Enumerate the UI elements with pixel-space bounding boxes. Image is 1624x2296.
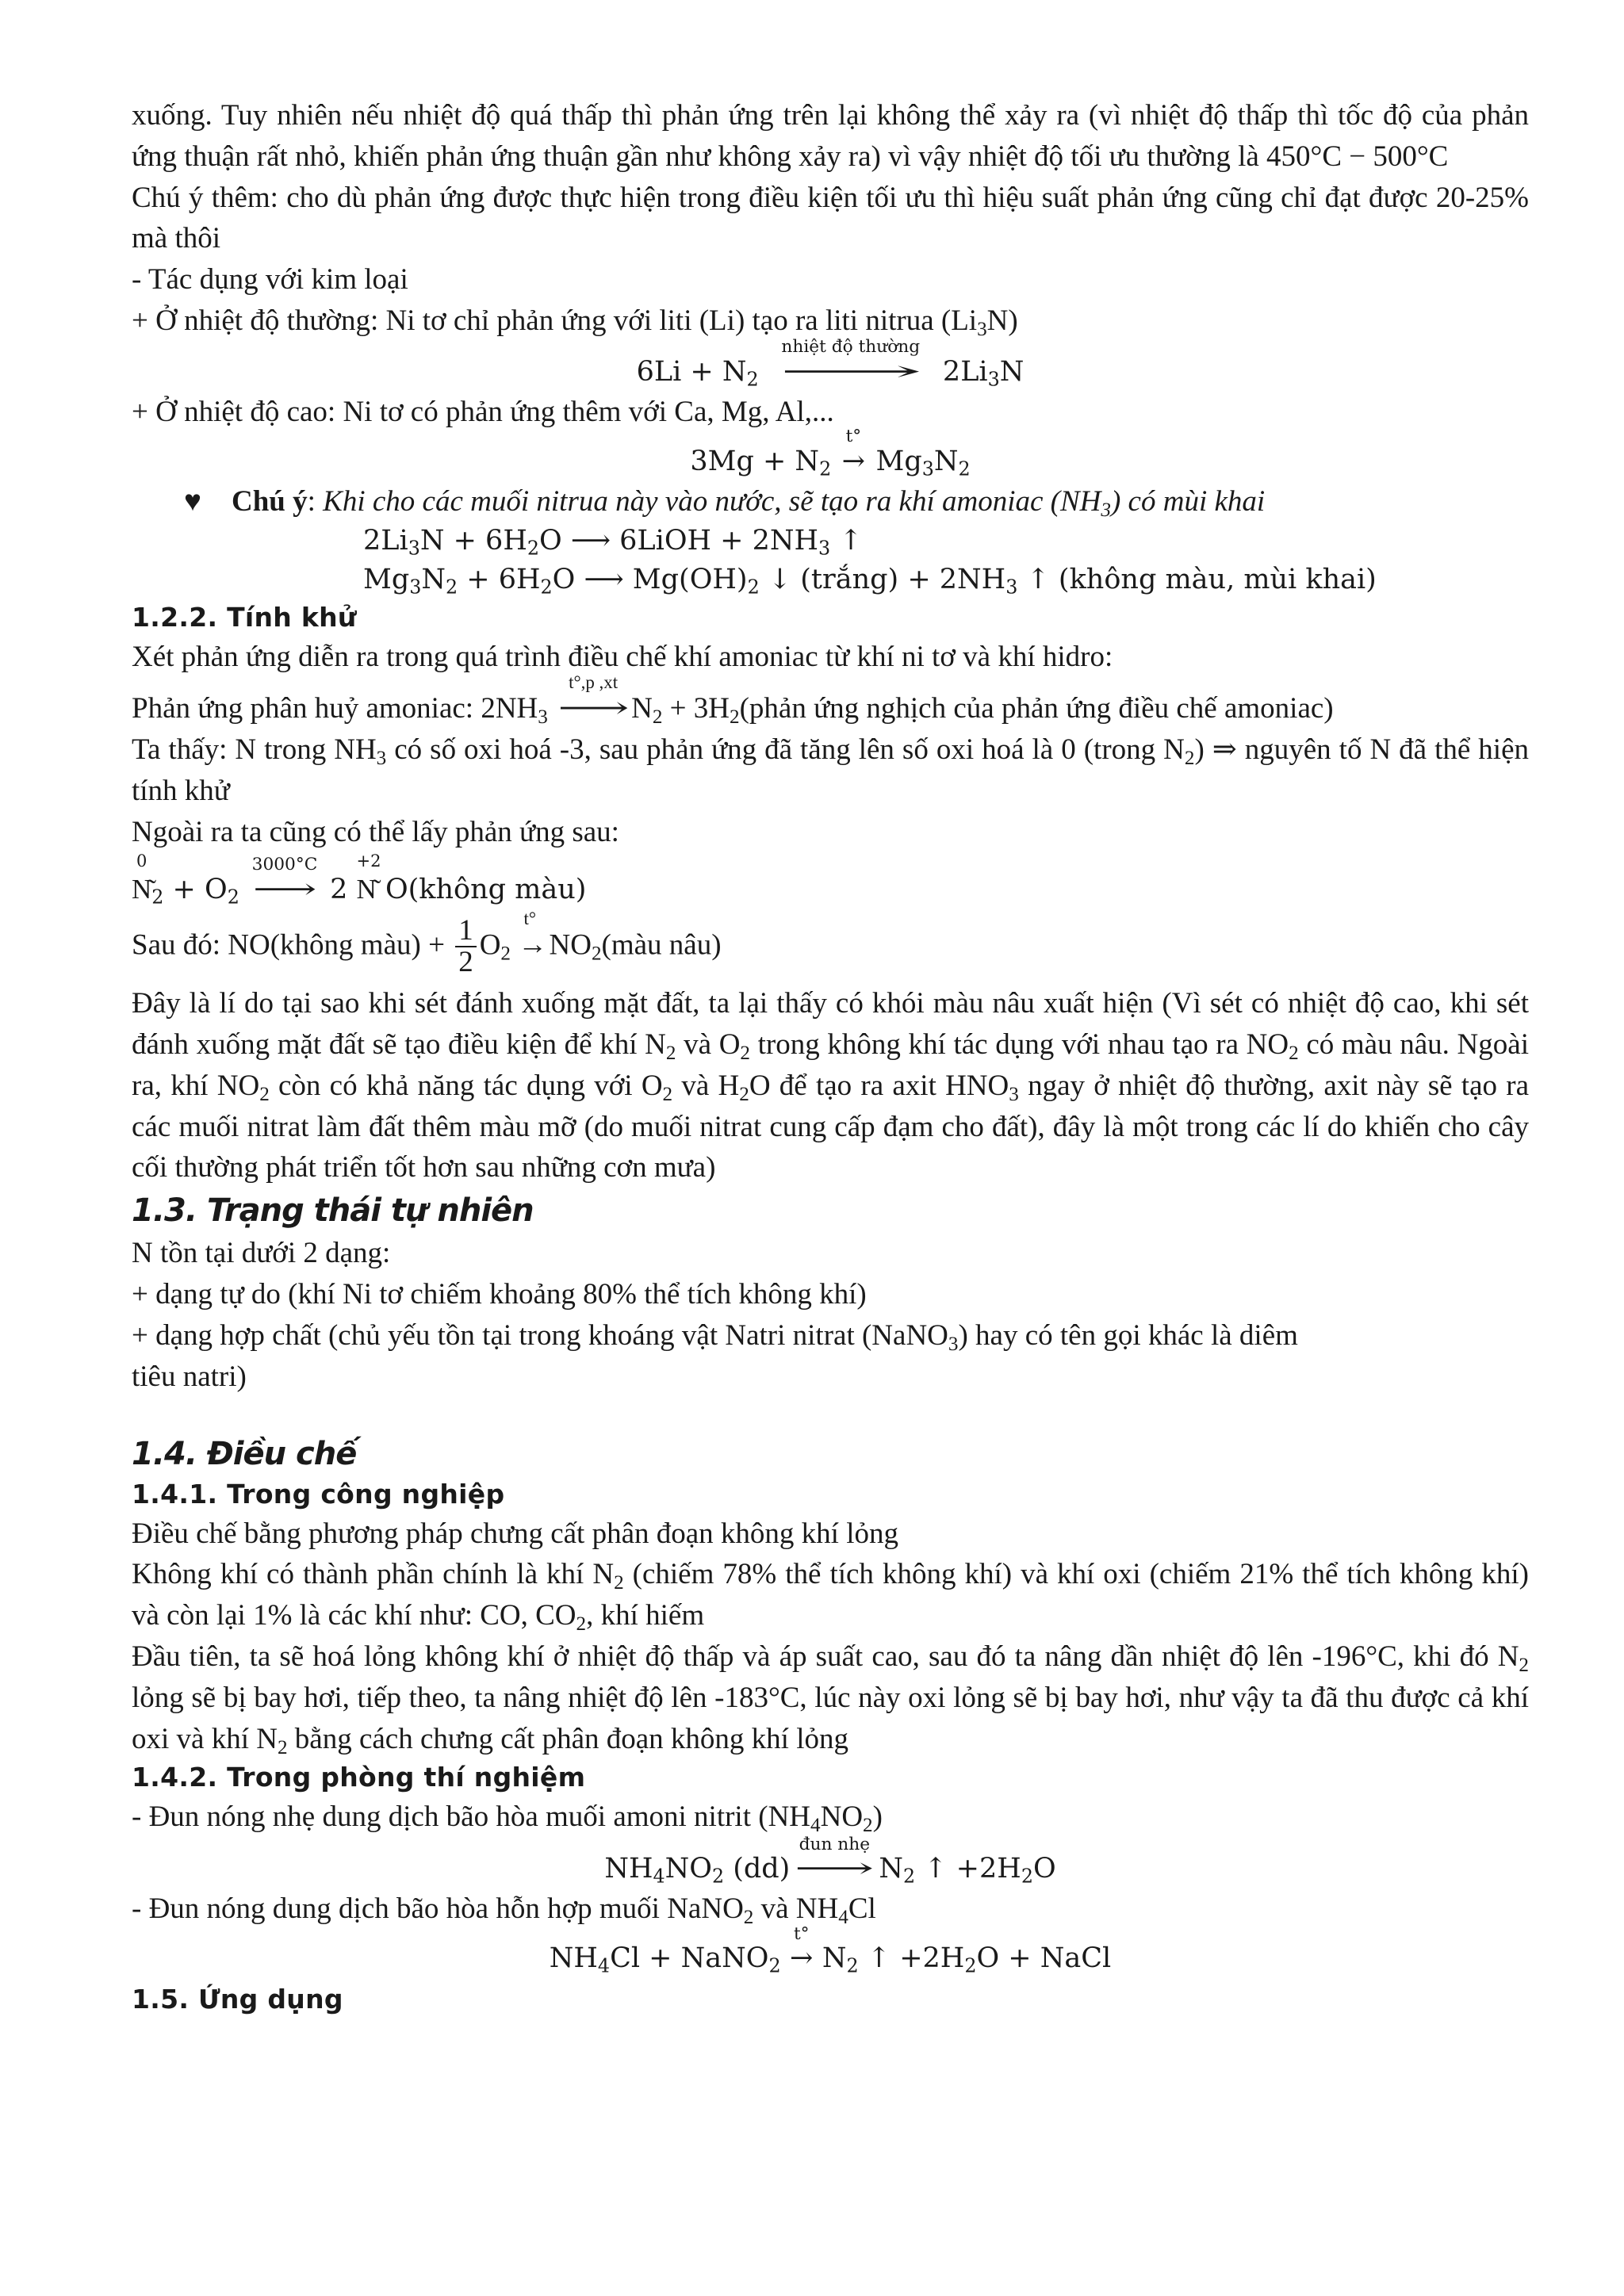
ammonia-decomposition-line: Phản ứng phân huỷ amoniac: $2NH_3$ t°,p ,xt $⟶N_2$ + $3H_2(phản$ ứng nghịch của phản ứng điều chế amoniac)	[132, 672, 1334, 729]
document-page	[132, 95, 1529, 2267]
metal-reaction-title: - Tác dụng với kim loại	[132, 263, 408, 297]
equation-ammonium-chloride: $NH_4Cl$ + NaNO$_2$ t° → $N_2$ ↑ $+2H_2O$ + NaCl	[549, 1923, 1112, 1977]
paragraph-yield-note: Chú ý thêm: cho dù phản ứng được thực hiện trong điều kiện tối ưu thì hiệu suất phản ứng cũng chỉ đạt được 20-25% mà thôi	[132, 181, 1529, 255]
equation-li3n-water: $2Li_3N + 6H_2O$ ⟶ 6LiOH + $2NH_3$ ↑	[363, 525, 863, 561]
paragraph-lab-method-1: - Đun nóng nhẹ dung dịch bão hòa muối amoni nitrit $(NH_4NO_2)$	[132, 1800, 883, 1836]
heart-bullet-icon: ♥	[184, 484, 201, 518]
paragraph-also-reaction: Ngoài ra ta cũng có thể lấy phản ứng sau:	[132, 815, 619, 848]
heading-1-3: 1.3. Trạng thái tự nhiên	[132, 1192, 534, 1230]
equation-magnesium-nitride: $3Mg + N_2$ t° → $Mg_3N_2$	[690, 427, 971, 480]
equation-mg3n2-water: $Mg_3N_2 + 6H_2O$ ⟶ $Mg(OH)_2$ ↓ (trắng) + $2NH_3$ ↑ (không màu, mùi khai)	[363, 564, 1377, 599]
paragraph-fractional-distillation: Đầu tiên, ta sẽ hoá lỏng không khí ở nhiệt độ thấp và áp suất cao, sau đó ta nâng dần nhiệt độ lên -196°C, khi đó $N_2$ lỏng sẽ bị bay hơi, tiếp theo, ta nâng nhiệt độ lên -183°C, lúc này oxi lỏng sẽ bị bay hơi, như vậy ta đã thu được cả khí oxi và khí $N_2$ bằng cách chưng cất phân đoạn không khí lỏng	[132, 1640, 1529, 1758]
paragraph-oxidation-state: Ta thấy: N trong $NH_3$ có số oxi hoá -3, sau phản ứng đã tăng lên số oxi hoá là 0 (trong $N_2$) ⇒ nguyên tố N đã thể hiện tính khử	[132, 733, 1529, 807]
equation-lithium-nitride: $6Li + N_2$ nhiệt độ thường ⟶ $2Li_3N$	[636, 337, 1025, 391]
paragraph-industrial-method: Điều chế bằng phương pháp chưng cất phân đoạn không khí lỏng	[132, 1517, 898, 1550]
heading-1-4-2: 1.4.2. Trong phòng thí nghiệm	[132, 1762, 586, 1793]
equation-ammonium-nitrite: $NH_4NO_2$ (dd) đun nhẹ ⟶ $N_2$ ↑ $+2H_2O$	[604, 1835, 1056, 1888]
paragraph-lightning: Đây là lí do tại sao khi sét đánh xuống mặt đất, ta lại thấy có khói màu nâu xuất hiện (Vì sét có nhiệt độ cao, khi sét đánh xuống mặt đất sẽ tạo điều kiện để khí $N_2$ và $O_2$ trong không khí tác dụng với nhau tạo ra $NO_2$ có màu nâu. Ngoài ra, khí $NO_2$ còn có khả năng tác dụng với $O_2$ và $H_2O$ để tạo ra axit $HNO_3$ ngay ở nhiệt độ thường, axit này sẽ tạo ra các muối nitrat làm đất thêm màu mỡ (do muối nitrat cung cấp đạm cho đất), đây là một trong các lí do khiến cho cây cối thường phát triển tốt hơn sau những cơn mưa)	[132, 987, 1529, 1184]
fraction-one-half: $\frac{1}{2}$	[455, 916, 477, 979]
paragraph-air-composition: Không khí có thành phần chính là khí $N_2$ (chiếm 78% thể tích không khí) và khí oxi (chiếm 21% thể tích không khí) và còn lại 1% là các khí như: CO, $CO_2$, khí hiếm	[132, 1558, 1529, 1636]
paragraph-lab-method-2: - Đun nóng dung dịch bão hòa hỗn hợp muối NaNO$_2$ và $NH_4Cl$	[132, 1892, 876, 1929]
lithium-reaction-line: + Ở nhiệt độ thường: Ni tơ chỉ phản ứng với liti (Li) tạo ra liti nitrua $(Li_3N)$	[132, 304, 1018, 341]
high-temperature-line: + Ở nhiệt độ cao: Ni tơ có phản ứng thêm với Ca, Mg, Al,...	[132, 395, 834, 428]
paragraph-reducing-intro: Xét phản ứng diễn ra trong quá trình điều chế khí amoniac từ khí ni tơ và khí hidro:	[132, 640, 1113, 673]
paragraph-optimal-temperature: xuống. Tuy nhiên nếu nhiệt độ quá thấp thì phản ứng trên lại không thể xảy ra (vì nhiệt độ thấp thì tốc độ của phản ứng thuận rất nhỏ, khiến phản ứng thuận gần như không xảy ra) vì vậy nhiệt độ tối ưu thường là 450°C − 500°C	[132, 99, 1529, 173]
paragraph-free-form: + dạng tự do (khí Ni tơ chiếm khoảng 80% thể tích không khí)	[132, 1278, 867, 1311]
heading-1-2-2: 1.2.2. Tính khử	[132, 602, 357, 633]
paragraph-two-forms: N tồn tại dưới 2 dạng:	[132, 1237, 391, 1270]
paragraph-compound-form: + dạng hợp chất (chủ yếu tồn tại trong khoáng vật Natri nitrat (NaNO$_3$) hay có tên gọi khác là diêm tiêu natri)	[132, 1318, 1298, 1393]
heading-1-5: 1.5. Ứng dụng	[132, 1984, 343, 2015]
equation-nitrogen-oxygen: 0 $N͂_2 + O_2$ 3000°C ⟶ 2 +2 N͂ O(không màu)	[132, 851, 587, 909]
heading-1-4-1: 1.4.1. Trong công nghiệp	[132, 1479, 505, 1510]
nitride-water-note: ♥ Chú ý: Khi cho các muối nitrua này vào nước, sẽ tạo ra khí amoniac $(NH_3)$ có mùi khai	[132, 481, 1529, 522]
heading-1-4: 1.4. Điều chế	[132, 1436, 357, 1473]
equation-no-to-no2: Sau đó: NO(không màu) + $\frac{1}{2}$ $O_2$ t° → $NO_2(màu$ nâu)	[132, 908, 722, 979]
